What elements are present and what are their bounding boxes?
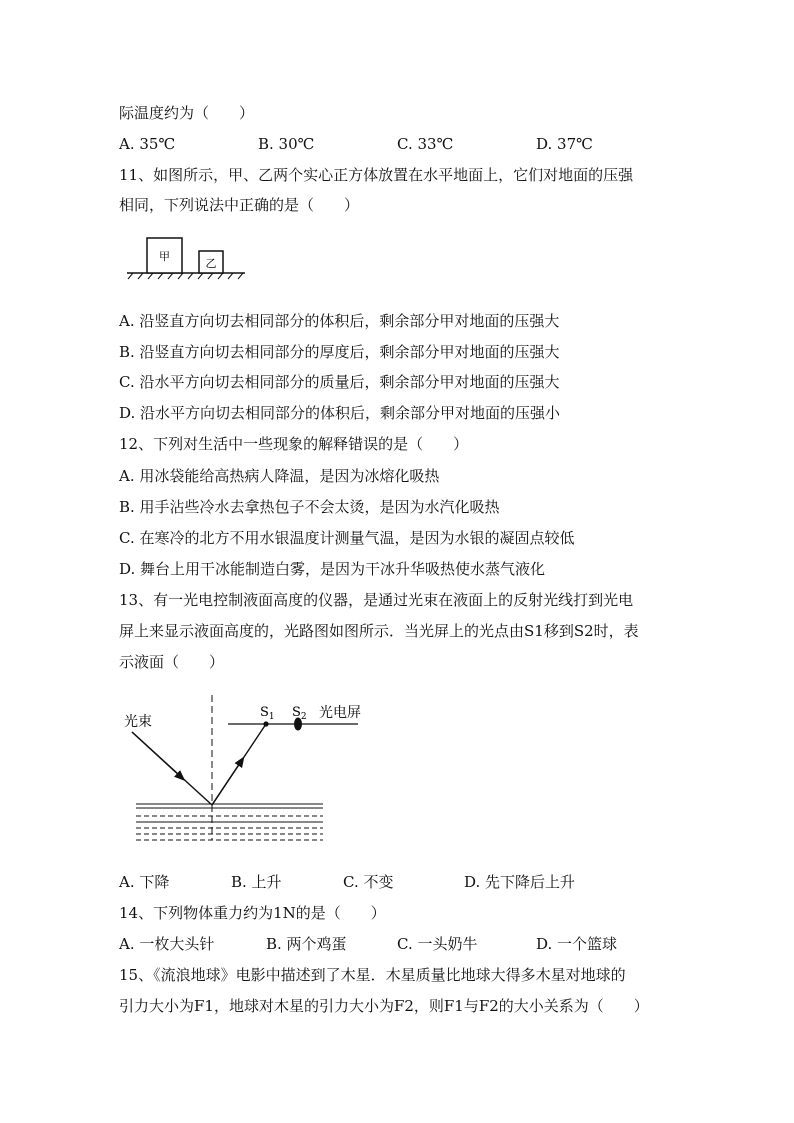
q10-option-d: D. 37℃ — [536, 135, 593, 153]
q13-stem-line1: 13、有一光电控制液面高度的仪器，是通过光束在液面上的反射光线打到光电 — [119, 591, 634, 609]
beam-label: 光束 — [124, 714, 152, 730]
q11-stem-line1: 11、如图所示，甲、乙两个实心正方体放置在水平地面上，它们对地面的压强 — [119, 166, 634, 184]
q12-stem: 12、下列对生活中一些现象的解释错误的是（ ） — [119, 435, 469, 453]
q10-option-c: C. 33℃ — [397, 135, 454, 153]
q12-option-b: B. 用手沾些冷水去拿热包子不会太烫，是因为水汽化吸热 — [119, 498, 500, 516]
q13-option-a: A. 下降 — [119, 873, 170, 891]
q11-option-b: B. 沿竖直方向切去相同部分的厚度后，剩余部分甲对地面的压强大 — [119, 343, 560, 361]
q11-option-d: D. 沿水平方向切去相同部分的体积后，剩余部分甲对地面的压强小 — [119, 404, 561, 422]
q14-option-b: B. 两个鸡蛋 — [266, 935, 347, 953]
q13-option-d: D. 先下降后上升 — [464, 873, 576, 891]
screen-label: 光电屏 — [319, 705, 361, 721]
incident-arrow — [132, 732, 182, 778]
s1-point — [263, 721, 268, 726]
q11-stem-line2: 相同，下列说法中正确的是（ ） — [119, 196, 360, 214]
q13-stem-line3: 示液面（ ） — [119, 653, 225, 671]
q11-option-a: A. 沿竖直方向切去相同部分的体积后，剩余部分甲对地面的压强大 — [119, 312, 560, 330]
q15-stem-line2: 引力大小为F1，地球对木星的引力大小为F2，则F1与F2的大小关系为（ ） — [119, 997, 649, 1015]
q14-stem: 14、下列物体重力约为1N的是（ ） — [119, 904, 386, 922]
s1-label: $S_1$ — [260, 705, 275, 722]
q11-cubes-figure — [125, 236, 250, 281]
cube-jia-label: 甲 — [159, 250, 170, 263]
q12-option-a: A. 用冰袋能给高热病人降温，是因为冰熔化吸热 — [119, 467, 440, 485]
liquid — [136, 804, 323, 840]
q13-optical-figure — [118, 690, 368, 850]
q14-option-a: A. 一枚大头针 — [119, 935, 215, 953]
q10-stem-tail: 际温度约为（ ） — [119, 104, 255, 122]
s2-label: $S_2$ — [292, 705, 307, 722]
q11-option-c: C. 沿水平方向切去相同部分的质量后，剩余部分甲对地面的压强大 — [119, 373, 560, 391]
ground-hatching — [128, 273, 243, 279]
cube-yi-label: 乙 — [205, 257, 217, 270]
q15-stem-line1: 15、《流浪地球》电影中描述到了木星．木星质量比地球大得多木星对地球的 — [119, 966, 626, 984]
q13-stem-line2: 屏上来显示液面高度的，光路图如图所示．当光屏上的光点由S1移到S2时，表 — [119, 622, 639, 640]
reflected-arrow — [212, 760, 242, 805]
q10-option-a: A. 35℃ — [119, 135, 176, 153]
q14-option-d: D. 一个篮球 — [536, 935, 618, 953]
q13-option-c: C. 不变 — [343, 873, 394, 891]
q10-option-b: B. 30℃ — [258, 135, 315, 153]
q14-option-c: C. 一头奶牛 — [397, 935, 478, 953]
q12-option-c: C. 在寒冷的北方不用水银温度计测量气温，是因为水银的凝固点较低 — [119, 529, 575, 547]
q13-option-b: B. 上升 — [231, 873, 282, 891]
q12-option-d: D. 舞台上用干冰能制造白雾，是因为干冰升华吸热使水蒸气液化 — [119, 560, 546, 578]
